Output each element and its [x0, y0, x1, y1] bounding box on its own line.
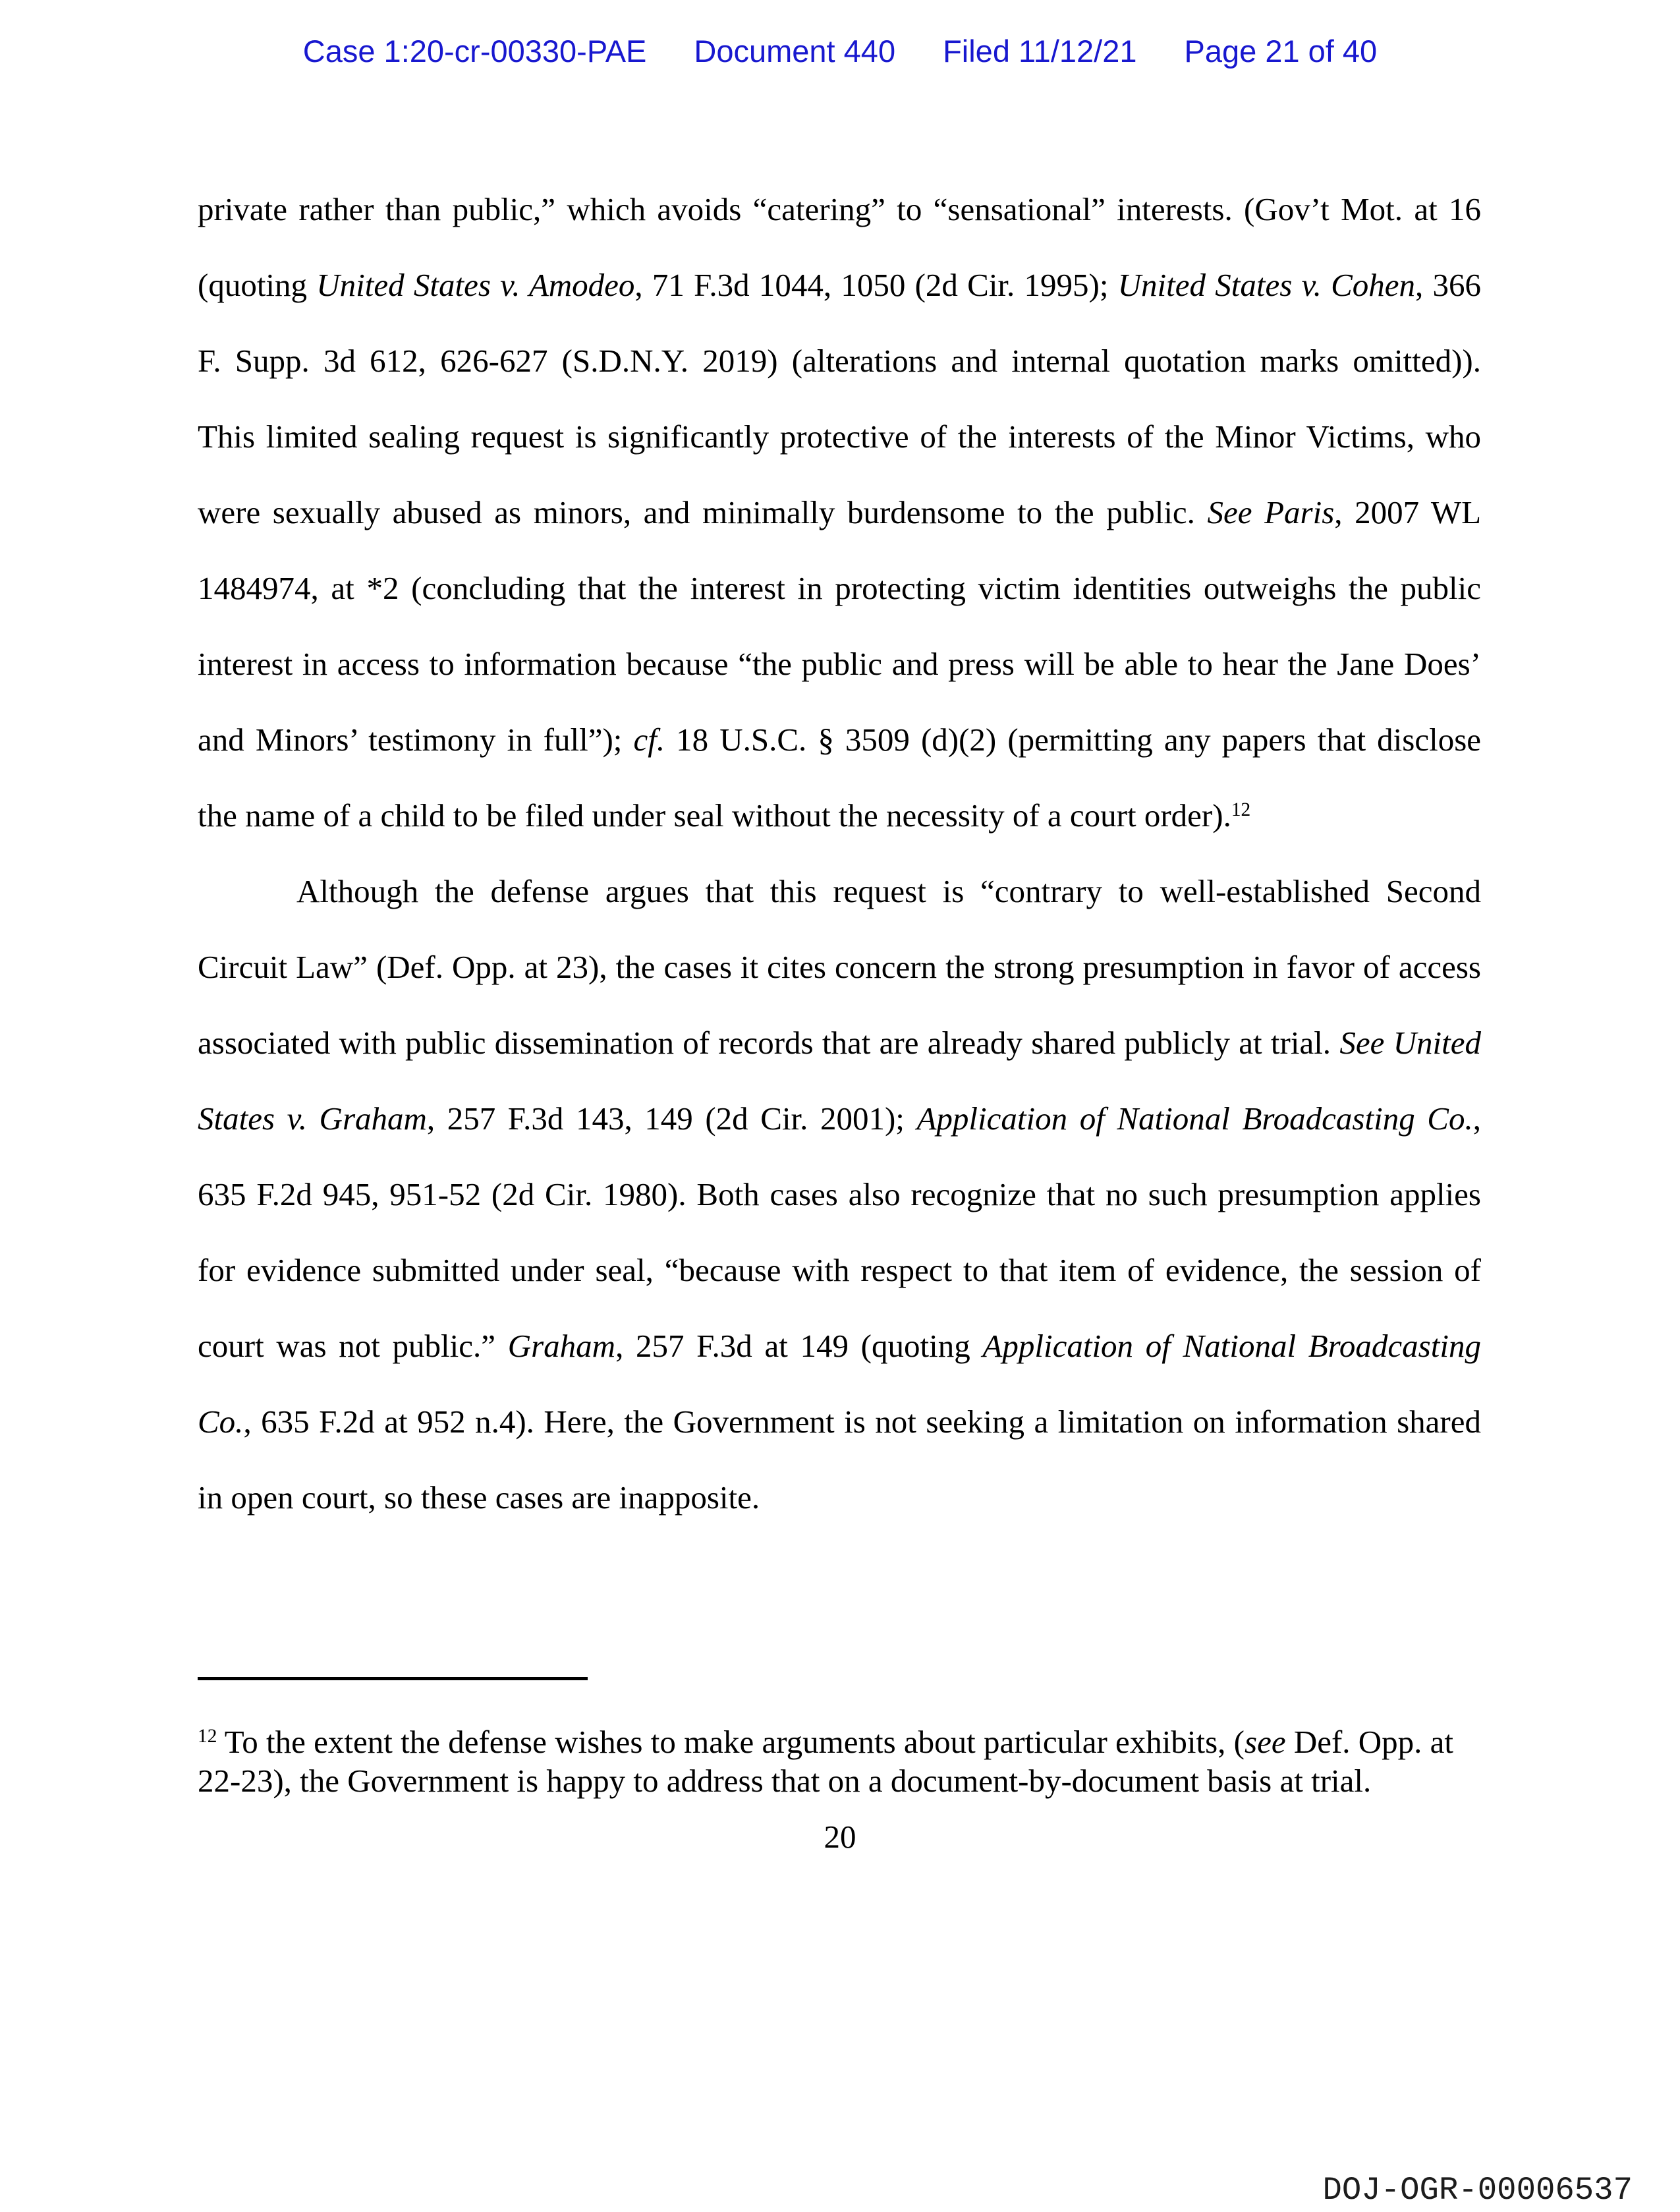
footnote — [198, 1722, 1481, 1800]
text-run: in open court, so these cases are inapposite. — [198, 1479, 760, 1516]
ecf-filed-date: Filed 11/12/21 — [943, 34, 1137, 69]
italic-text: United States v. Cohen — [1117, 267, 1416, 303]
text-run: , 366 — [1415, 267, 1482, 303]
italic-text: Application of National Broadcasting — [982, 1328, 1481, 1364]
text-run: , — [1472, 1100, 1481, 1137]
italic-text: United States v. Amodeo — [316, 267, 635, 303]
text-line — [198, 474, 1481, 550]
italic-text: States v. Graham — [198, 1100, 427, 1137]
text-line — [198, 929, 1481, 1005]
text-line — [198, 1156, 1481, 1232]
footnote-separator — [198, 1677, 588, 1680]
text-run: (quoting — [198, 267, 317, 303]
text-run: Although the defense argues that this request is “contrary to well-established Second — [296, 873, 1481, 909]
ecf-stamp-header — [0, 33, 1680, 70]
text-run: , 71 F.3d 1044, 1050 (2d Cir. 1995); — [634, 267, 1118, 303]
footnote-ref: 12 — [1231, 799, 1251, 820]
italic-text: See United — [1339, 1025, 1482, 1061]
body-text — [198, 171, 1481, 1535]
ecf-page-count: Page 21 of 40 — [1184, 34, 1378, 69]
text-line — [198, 1005, 1481, 1081]
text-run: private rather than public,” which avoids “catering” to “sensational” interests. (Gov’t Mot. at 16 — [198, 191, 1481, 227]
text-line — [198, 1081, 1481, 1156]
ecf-document-number: Document 440 — [694, 34, 896, 69]
italic-text: see — [1245, 1724, 1286, 1760]
text-run: the name of a child to be filed under seal without the necessity of a court order). — [198, 797, 1231, 834]
text-line — [198, 778, 1481, 853]
text-line — [198, 1384, 1481, 1460]
text-run: , 635 F.2d at 952 n.4). Here, the Government is not seeking a limitation on information shared — [243, 1404, 1481, 1440]
text-line — [198, 1308, 1481, 1384]
italic-text: Co. — [198, 1404, 244, 1440]
text-line — [198, 1722, 1481, 1761]
text-run: This limited sealing request is significantly protective of the interests of the Minor Victims, who — [198, 418, 1481, 455]
footnote-ref: 12 — [198, 1725, 217, 1747]
text-run: and Minors’ testimony in full”); — [198, 722, 634, 758]
text-run: Def. Opp. at — [1285, 1724, 1454, 1760]
text-line — [198, 626, 1481, 702]
text-run: interest in access to information because “the public and press will be able to hear the Jane Does’ — [198, 646, 1481, 682]
text-line — [198, 323, 1481, 399]
text-run: Circuit Law” (Def. Opp. at 23), the cases it cites concern the strong presumption in favor of access — [198, 949, 1481, 985]
text-line — [198, 853, 1481, 929]
text-line — [198, 1761, 1481, 1800]
italic-text: cf. — [633, 722, 665, 758]
text-run: , 257 F.3d 143, 149 (2d Cir. 2001); — [426, 1100, 917, 1137]
text-line — [198, 171, 1481, 247]
page-number: 20 — [824, 1819, 856, 1855]
italic-text: Graham — [507, 1328, 616, 1364]
text-line — [198, 247, 1481, 323]
ecf-case-number: Case 1:20-cr-00330-PAE — [302, 34, 647, 69]
italic-text: Application of National Broadcasting Co. — [916, 1100, 1473, 1137]
text-run: 1484974, at *2 (concluding that the interest in protecting victim identities outweighs the public — [198, 570, 1481, 606]
text-run: for evidence submitted under seal, “because with respect to that item of evidence, the session of — [198, 1252, 1481, 1288]
italic-text: See Paris — [1207, 494, 1335, 530]
text-run: were sexually abused as minors, and minimally burdensome to the public. — [198, 494, 1208, 530]
text-line — [198, 399, 1481, 474]
text-run: court was not public.” — [198, 1328, 508, 1364]
text-run: , 2007 WL — [1334, 494, 1482, 530]
text-run: 635 F.2d 945, 951-52 (2d Cir. 1980). Both cases also recognize that no such presumption applies — [198, 1176, 1481, 1212]
text-line — [198, 1460, 1481, 1535]
text-run: 18 U.S.C. § 3509 (d)(2) (permitting any papers that disclose — [665, 722, 1482, 758]
text-run: 22-23), the Government is happy to address that on a document-by-document basis at trial. — [198, 1763, 1372, 1799]
bates-number: DOJ-OGR-00006537 — [1322, 2172, 1633, 2209]
text-line — [198, 702, 1481, 778]
text-line — [198, 1232, 1481, 1308]
text-line — [198, 550, 1481, 626]
text-run: , 257 F.3d at 149 (quoting — [615, 1328, 983, 1364]
text-run: F. Supp. 3d 612, 626-627 (S.D.N.Y. 2019) (alterations and internal quotation marks omitted)). — [198, 343, 1481, 379]
text-run: associated with public dissemination of records that are already shared publicly at trial. — [198, 1025, 1340, 1061]
text-run: To the extent the defense wishes to make arguments about particular exhibits, ( — [217, 1724, 1245, 1760]
